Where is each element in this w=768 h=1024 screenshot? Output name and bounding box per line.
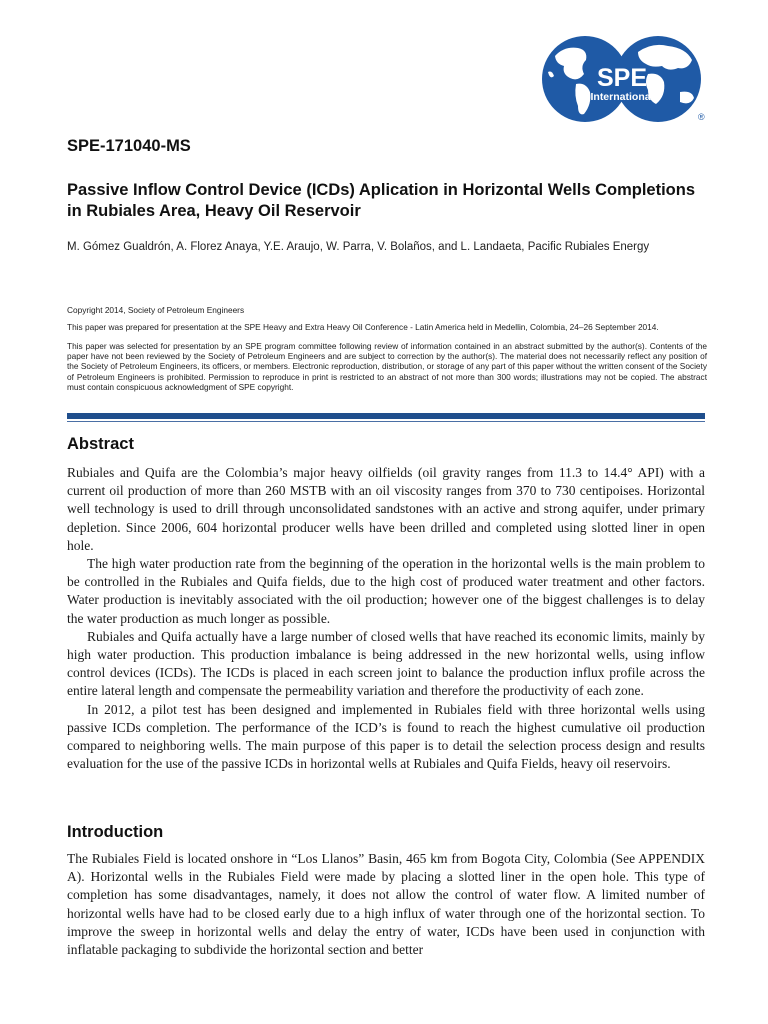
spe-international-logo (540, 34, 712, 124)
abstract-heading: Abstract (67, 435, 134, 453)
abstract-paragraph: The high water production rate from the beginning of the operation in the horizontal wells is the main problem to be controlled in the Rubiales and Quifa fields, due to the high cost of produced water treatment and other factors. Water production is inevitably associated with the oil production; however one of the biggest challenges is to delay the water production as much longer as possible. (67, 556, 705, 626)
logo-registered-mark: ® (698, 112, 705, 122)
abstract-body (67, 464, 705, 773)
introduction-paragraph: The Rubiales Field is located onshore in “Los Llanos” Basin, 465 km from Bogota City, Colombia (See APPENDIX A). Horizontal wells in the Rubiales Field were made by placing a slotted liner in the open hole. This type of completion has some disadvantages, namely, it does not allow the control of water flow. A limited number of horizontal wells have had to be closed early due to a high influx of water through one of the horizontal section. To improve the sweep in horizontal wells and delay the entry of water, ICDs have been used in conjunction with inflatable packaging to subdivide the horizontal section and better (67, 851, 705, 958)
logo-spe-text: SPE (596, 64, 648, 92)
abstract-paragraph: Rubiales and Quifa are the Colombia’s major heavy oilfields (oil gravity ranges from 11.3 to 14.4° API) with a current oil production of more than 260 MSTB with an oil viscosity ranges from 370 to 730 centipoises. Horizontal well technology is used to drill through unconsolidated sandstones with an active and strong aquifer, under primary depletion. Since 2006, 604 horizontal producer wells have been drilled and completed using slotted liner in open hole. (67, 465, 705, 553)
selection-disclaimer: This paper was selected for presentation by an SPE program committee following review of information contained in an abstract submitted by the author(s). Contents of the paper have not been reviewed by the Society of Petroleum Engineers and are subject to correction by the author(s). The material does not necessarily reflect any position of the Society of Petroleum Engineers, its officers, or members. Electronic reproduction, distribution, or storage of any part of this paper without the written consent of the Society of Petroleum Engineers is prohibited. Permission to reproduce in print is restricted to an abstract of not more than 300 words; illustrations may not be copied. The abstract must contain conspicuous acknowledgment of SPE copyright. (67, 341, 707, 392)
paper-id: SPE-171040-MS (67, 137, 191, 155)
copyright-notice: Copyright 2014, Society of Petroleum Engineers (67, 305, 245, 315)
author-list: M. Gómez Gualdrón, A. Florez Anaya, Y.E. Araujo, W. Parra, V. Bolaños, and L. Landaeta, Pacific Rubiales Energy (67, 241, 650, 253)
header-divider-thin (67, 421, 705, 422)
conference-note: This paper was prepared for presentation at the SPE Heavy and Extra Heavy Oil Conference - Latin America held in Medellin, Colombia, 24–26 September 2014. (67, 322, 659, 332)
paper-title: Passive Inflow Control Device (ICDs) Aplication in Horizontal Wells Completions in Rubiales Area, Heavy Oil Reservoir (67, 181, 696, 220)
abstract-paragraph: Rubiales and Quifa actually have a large number of closed wells that have reached its economic limits, mainly by high water production. This production imbalance is being addressed in the new horizontal wells, using inflow control devices (ICDs). The ICDs is placed in each screen joint to balance the production influx profile across the entire lateral length and compensate the permeability variation and therefore the productivity of each zone. (67, 628, 705, 699)
header-divider (67, 413, 705, 419)
introduction-body (67, 850, 705, 959)
abstract-paragraph: In 2012, a pilot test has been designed and implemented in Rubiales field with three horizontal wells using passive ICDs completion. The performance of the ICD’s is found to reach the highest cumulative oil production compared to neighboring wells. The main purpose of this paper is to detail the selection process design and results evaluation for the use of the passive ICDs in horizontal wells at Rubiales and Quifa Fields, heavy oil reservoirs. (67, 701, 705, 772)
logo-international-text: International (590, 91, 654, 103)
introduction-heading: Introduction (67, 823, 164, 841)
